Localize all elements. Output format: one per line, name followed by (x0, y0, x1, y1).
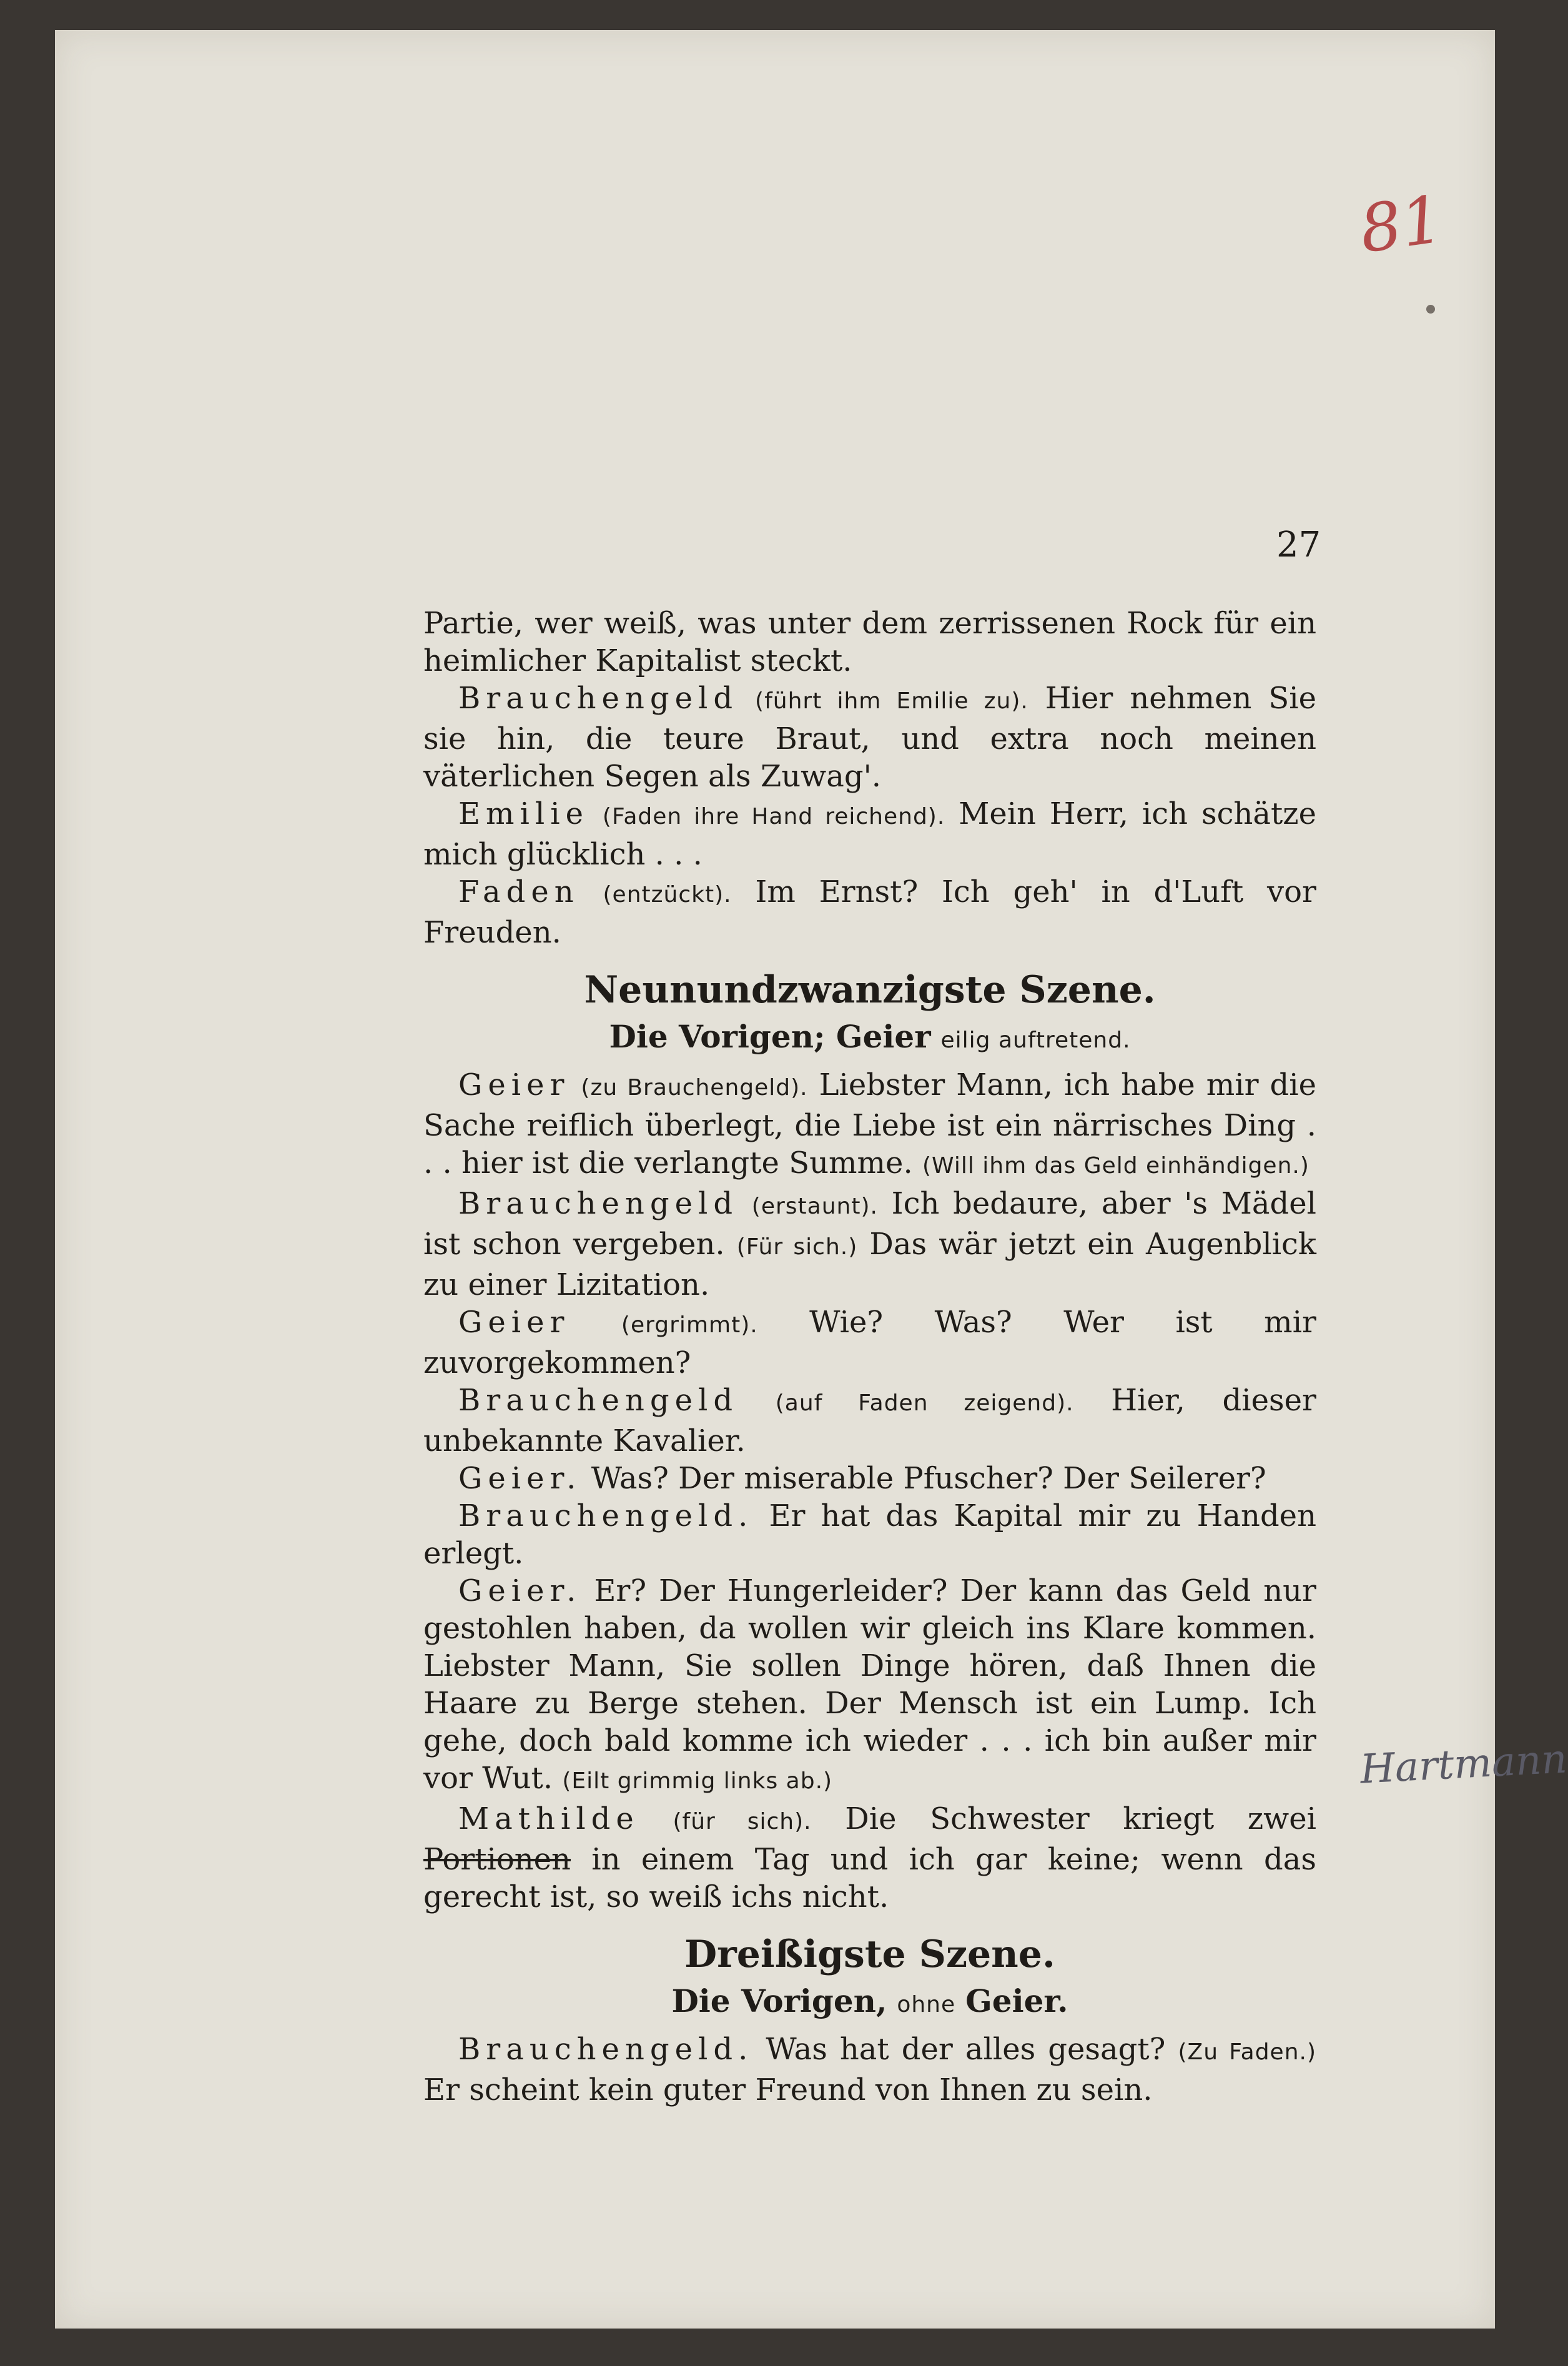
speaker-name: Geier (458, 1305, 570, 1340)
speaker-name: Geier (458, 1067, 570, 1102)
paragraph-brauchengeld-4 (423, 1497, 1316, 1572)
paragraph-brauchengeld-5 (423, 2031, 1316, 2109)
scene-cast-29 (423, 1017, 1316, 1060)
play-text (423, 605, 1316, 2109)
stage-direction: (für sich). (673, 1809, 812, 1834)
document-page (55, 30, 1568, 2329)
stage-direction: (Für sich.) (736, 1234, 858, 1260)
stage-direction: (Will ihm das Geld einhändigen.) (922, 1153, 1309, 1179)
stage-direction: (Faden ihre Hand reichend). (602, 804, 945, 829)
dialogue-text: Liebster Mann, ich habe mir die Sache reiflich überlegt, die Liebe ist ein närrisches Ding . . . hier ist die verlangte Summe. (423, 1067, 1316, 1181)
dialogue-text: Mein Herr, ich schätze mich glücklich . . . (423, 796, 1316, 872)
dialogue-text: Ich bedaure, aber 's Mädel ist schon vergeben. (423, 1186, 1316, 1262)
page-number: 27 (1276, 525, 1321, 565)
speaker-name: Geier. (458, 1573, 582, 1608)
paragraph-emilie (423, 795, 1316, 873)
paragraph-geier-4 (423, 1572, 1316, 1800)
cast-names: Geier. (965, 1982, 1068, 2019)
handwritten-margin-note: Hartmann (1359, 1736, 1568, 1793)
speaker-name: Brauchengeld (458, 1383, 739, 1418)
dialogue-text: Er? Der Hungerleider? Der kann das Geld nur gestohlen haben, da wollen wir gleich ins Klare kommen. Liebster Mann, Sie sollen Dinge hören, daß Ihnen die Haare zu Berge stehen. Der Mensch ist ein Lump. Ich gehe, doch bald komme ich wieder . . . ich bin außer mir vor Wut. (423, 1573, 1316, 1796)
cast-names: Die Vorigen; Geier (609, 1018, 931, 1055)
dialogue-text: Er scheint kein guter Freund von Ihnen zu sein. (423, 2072, 1153, 2107)
handwritten-page-number: 81 (1355, 181, 1448, 268)
dialogue-text: Hier nehmen Sie sie hin, die teure Braut, und extra noch meinen väterlichen Segen als Zuwag'. (423, 681, 1316, 794)
stage-direction: (führt ihm Emilie zu). (755, 688, 1028, 714)
stage-direction: (ergrimmt). (621, 1312, 758, 1338)
speaker-name: Emilie (458, 796, 589, 831)
speaker-name: Faden (458, 874, 579, 909)
speaker-name: Brauchengeld. (458, 1498, 754, 1533)
paragraph-geier-1 (423, 1066, 1316, 1185)
paragraph-brauchengeld-1 (423, 680, 1316, 795)
scene-cast-30 (423, 1982, 1316, 2024)
dialogue-text: in einem Tag und ich gar keine; wenn das gerecht ist, so weiß ichs nicht. (423, 1842, 1316, 1914)
dialogue-text: Wie? Was? Wer ist mir zuvorgekommen? (423, 1305, 1316, 1380)
cast-direction: ohne (897, 1992, 956, 2017)
dialogue-text: Das wär jetzt ein Augenblick zu einer Lizitation. (423, 1227, 1317, 1302)
speaker-name: Brauchengeld (458, 681, 739, 716)
scene-title-30: Dreißigste Szene. (684, 1933, 1055, 1976)
dialogue-text: Was hat der alles gesagt? (766, 2032, 1166, 2067)
speaker-name: Brauchengeld. (458, 2032, 754, 2067)
cast-names: Die Vorigen, (671, 1982, 887, 2019)
stage-direction: (auf Faden zeigend). (775, 1390, 1074, 1416)
paragraph-brauchengeld-3 (423, 1382, 1316, 1460)
stage-direction: (zu Brauchengeld). (581, 1075, 808, 1101)
dialogue-text: Die Schwester kriegt zwei (845, 1801, 1316, 1836)
struck-word: Portionen (423, 1842, 571, 1877)
speaker-name: Mathilde (458, 1801, 639, 1836)
dialogue-text: Was? Der miserable Pfuscher? Der Seilerer? (591, 1461, 1266, 1496)
paragraph-geier-2 (423, 1304, 1316, 1382)
stage-direction: (erstaunt). (751, 1194, 878, 1219)
stage-direction: (entzückt). (603, 882, 732, 908)
stage-direction: (Eilt grimmig links ab.) (562, 1768, 833, 1794)
paragraph-geier-3 (423, 1460, 1316, 1497)
dialogue-text: Er hat das Kapital mir zu Handen erlegt. (423, 1498, 1316, 1571)
paragraph-faden (423, 873, 1316, 951)
paragraph-text: Partie, wer weiß, was unter dem zerrissenen Rock für ein heimlicher Kapitalist steckt. (423, 606, 1316, 678)
cast-direction: eilig auftretend. (940, 1027, 1131, 1053)
paragraph-partie (423, 605, 1316, 680)
paragraph-brauchengeld-2 (423, 1185, 1316, 1304)
ink-spot (1426, 305, 1435, 314)
paragraph-mathilde (423, 1800, 1316, 1916)
dialogue-text: Hier, dieser unbekannte Kavalier. (423, 1383, 1316, 1458)
stage-direction: (Zu Faden.) (1178, 2039, 1317, 2065)
speaker-name: Brauchengeld (458, 1186, 739, 1221)
speaker-name: Geier. (458, 1461, 582, 1496)
scene-title-29: Neunundzwanzigste Szene. (584, 968, 1156, 1012)
dialogue-text: Im Ernst? Ich geh' in d'Luft vor Freuden. (423, 874, 1317, 950)
